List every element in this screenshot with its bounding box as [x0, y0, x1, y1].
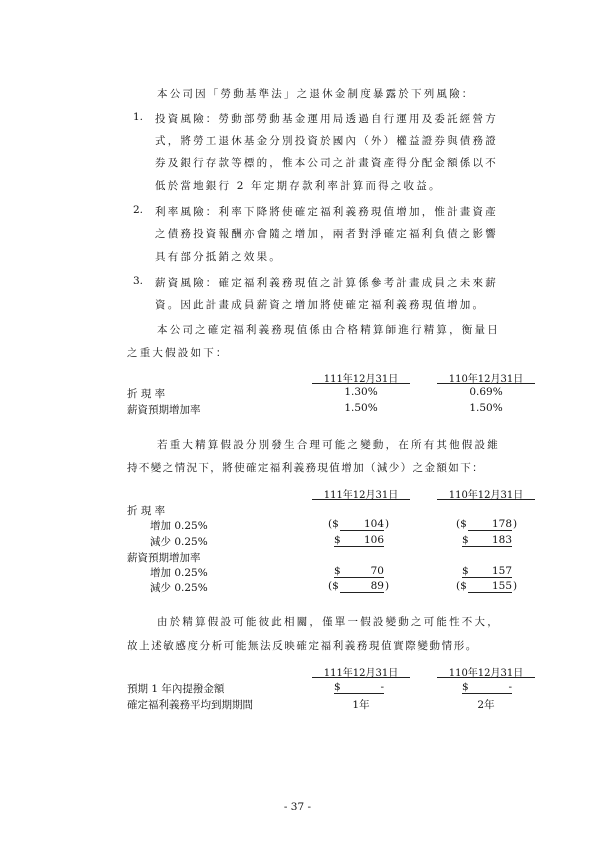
table1-col1-header: 111年12月31日 — [323, 374, 399, 385]
page-number: - 37 - — [283, 801, 312, 813]
table2-row2-currency1: $ — [334, 534, 341, 546]
table2-row1-amount1 — [340, 518, 384, 531]
table2-row4-amount1-text: 89 — [370, 580, 384, 592]
table2-row2-currency2: $ — [462, 534, 469, 546]
table3-row2-value2: 2年 — [477, 699, 495, 711]
table2-col2-header: 110年12月31日 — [448, 490, 524, 501]
closing-line-1: 由於精算假設可能彼此相關，僅單一假設變動之可能性不大， — [157, 616, 500, 628]
table1-row1-label: 折 現 率 — [127, 388, 166, 400]
table2-row2-amount1-text: 106 — [363, 534, 384, 546]
table1-col2-header: 110年12月31日 — [448, 374, 524, 385]
table2-row4-amount2-text: 155 — [491, 580, 512, 592]
table2-row2-amount1 — [334, 534, 384, 547]
assumptions-intro-line-1: 本公司之確定福利義務現值係由合格精算師進行精算，衡量日 — [157, 324, 500, 336]
risk-2-line-2: 之債務投資報酬亦會隨之增加，兩者對淨確定福利負債之影響 — [155, 228, 498, 240]
table3-col2-header: 110年12月31日 — [448, 668, 524, 679]
risk-2-line-1: 利率風險：利率下降將使確定福利義務現值增加，惟計畫資產 — [155, 206, 498, 218]
table2-row4-amount2 — [468, 580, 512, 593]
table3-col1-rule — [312, 677, 410, 678]
table2-row1-paren1: ) — [385, 518, 390, 530]
table3-row1-label: 預期 1 年內提撥金額 — [127, 683, 225, 695]
risk-3-number: 3. — [132, 275, 143, 287]
table3-row1-amount2-text: - — [508, 681, 512, 693]
table2-row4-currency1: ($ — [328, 580, 339, 592]
table2-row1-currency2: ($ — [456, 518, 467, 530]
risk-3-line-1: 薪資風險：確定福利義務現值之計算係參考計畫成員之未來薪 — [155, 277, 498, 289]
table2-row1-amount1-text: 104 — [363, 518, 384, 530]
table2-row3-amount2-text: 157 — [491, 565, 512, 577]
table2-row3-currency2: $ — [462, 565, 469, 577]
table3-col1-header: 111年12月31日 — [323, 668, 399, 679]
table2-row3-label: 增加 0.25% — [150, 567, 208, 579]
table2-col1-rule — [312, 499, 410, 500]
assumptions-intro-line-2: 之重大假設如下： — [127, 347, 229, 359]
table2-row3-amount2 — [462, 565, 512, 578]
table3-row1-amount2 — [462, 681, 512, 694]
intro-text: 本公司因「勞動基準法」之退休金制度暴露於下列風險： — [157, 88, 475, 100]
table2-row1-currency1: ($ — [328, 518, 339, 530]
table2-row3-currency1: $ — [334, 565, 341, 577]
table2-row4-paren1: ) — [385, 580, 390, 592]
sensitivity-intro-line-2: 持不變之情況下，將使確定福利義務現值增加（減少）之金額如下： — [127, 462, 484, 474]
table2-row3-amount1-text: 70 — [370, 565, 384, 577]
table3-row1-amount1-text: - — [380, 681, 384, 693]
risk-1-line-2: 式，將勞工退休基金分別投資於國內（外）權益證券與債務證 — [155, 135, 498, 147]
table2-row1-amount2 — [468, 518, 512, 531]
table1-col2-rule — [437, 383, 535, 384]
table2-row2-amount2-text: 183 — [491, 534, 512, 546]
table3-row1-amount1 — [334, 681, 384, 694]
table2-row4-label: 減少 0.25% — [150, 582, 208, 594]
risk-3-line-2: 資。因此計畫成員薪資之增加將使確定福利義務現值增加。 — [155, 299, 486, 311]
table2-row2-amount2 — [462, 534, 512, 547]
table2-row2-label: 減少 0.25% — [150, 536, 208, 548]
risk-1-line-3: 券及銀行存款等標的，惟本公司之計畫資產得分配金額係以不 — [155, 157, 498, 169]
sensitivity-intro-line-1: 若重大精算假設分別發生合理可能之變動，在所有其他假設維 — [157, 439, 500, 451]
table3-row2-label: 確定福利義務平均到期期間 — [127, 699, 253, 711]
risk-1-line-4: 低於當地銀行 2 年定期存款利率計算而得之收益。 — [155, 180, 442, 192]
table1-row2-value1: 1.50% — [344, 402, 378, 414]
table2-row1-label: 增加 0.25% — [150, 520, 208, 532]
table3-col2-rule — [437, 677, 535, 678]
table2-row1-paren2: ) — [513, 518, 518, 530]
risk-1-number: 1. — [132, 111, 143, 123]
table3-row1-currency2: $ — [462, 681, 469, 693]
risk-2-line-3: 具有部分抵銷之效果。 — [155, 251, 282, 263]
table2-row4-paren2: ) — [513, 580, 518, 592]
closing-line-2: 故上述敏感度分析可能無法反映確定福利義務現值實際變動情形。 — [127, 640, 478, 652]
table2-col2-rule — [437, 499, 535, 500]
table1-row1-value1: 1.30% — [344, 386, 378, 398]
table3-row1-currency1: $ — [334, 681, 341, 693]
table1-col1-rule — [312, 383, 410, 384]
table2-group1-label: 折 現 率 — [127, 505, 166, 517]
risk-2-number: 2. — [132, 204, 143, 216]
table1-row2-value2: 1.50% — [469, 402, 503, 414]
table2-row3-amount1 — [334, 565, 384, 578]
table2-row1-amount2-text: 178 — [491, 518, 512, 530]
risk-1-line-1: 投資風險：勞動部勞動基金運用局透過自行運用及委託經營方 — [155, 113, 498, 125]
table1-row1-value2: 0.69% — [469, 386, 503, 398]
table2-row4-amount1 — [340, 580, 384, 593]
table2-group2-label: 薪資預期增加率 — [127, 552, 201, 564]
table2-col1-header: 111年12月31日 — [323, 490, 399, 501]
table3-row2-value1: 1年 — [352, 699, 370, 711]
table2-row4-currency2: ($ — [456, 580, 467, 592]
table1-row2-label: 薪資預期增加率 — [127, 404, 201, 416]
